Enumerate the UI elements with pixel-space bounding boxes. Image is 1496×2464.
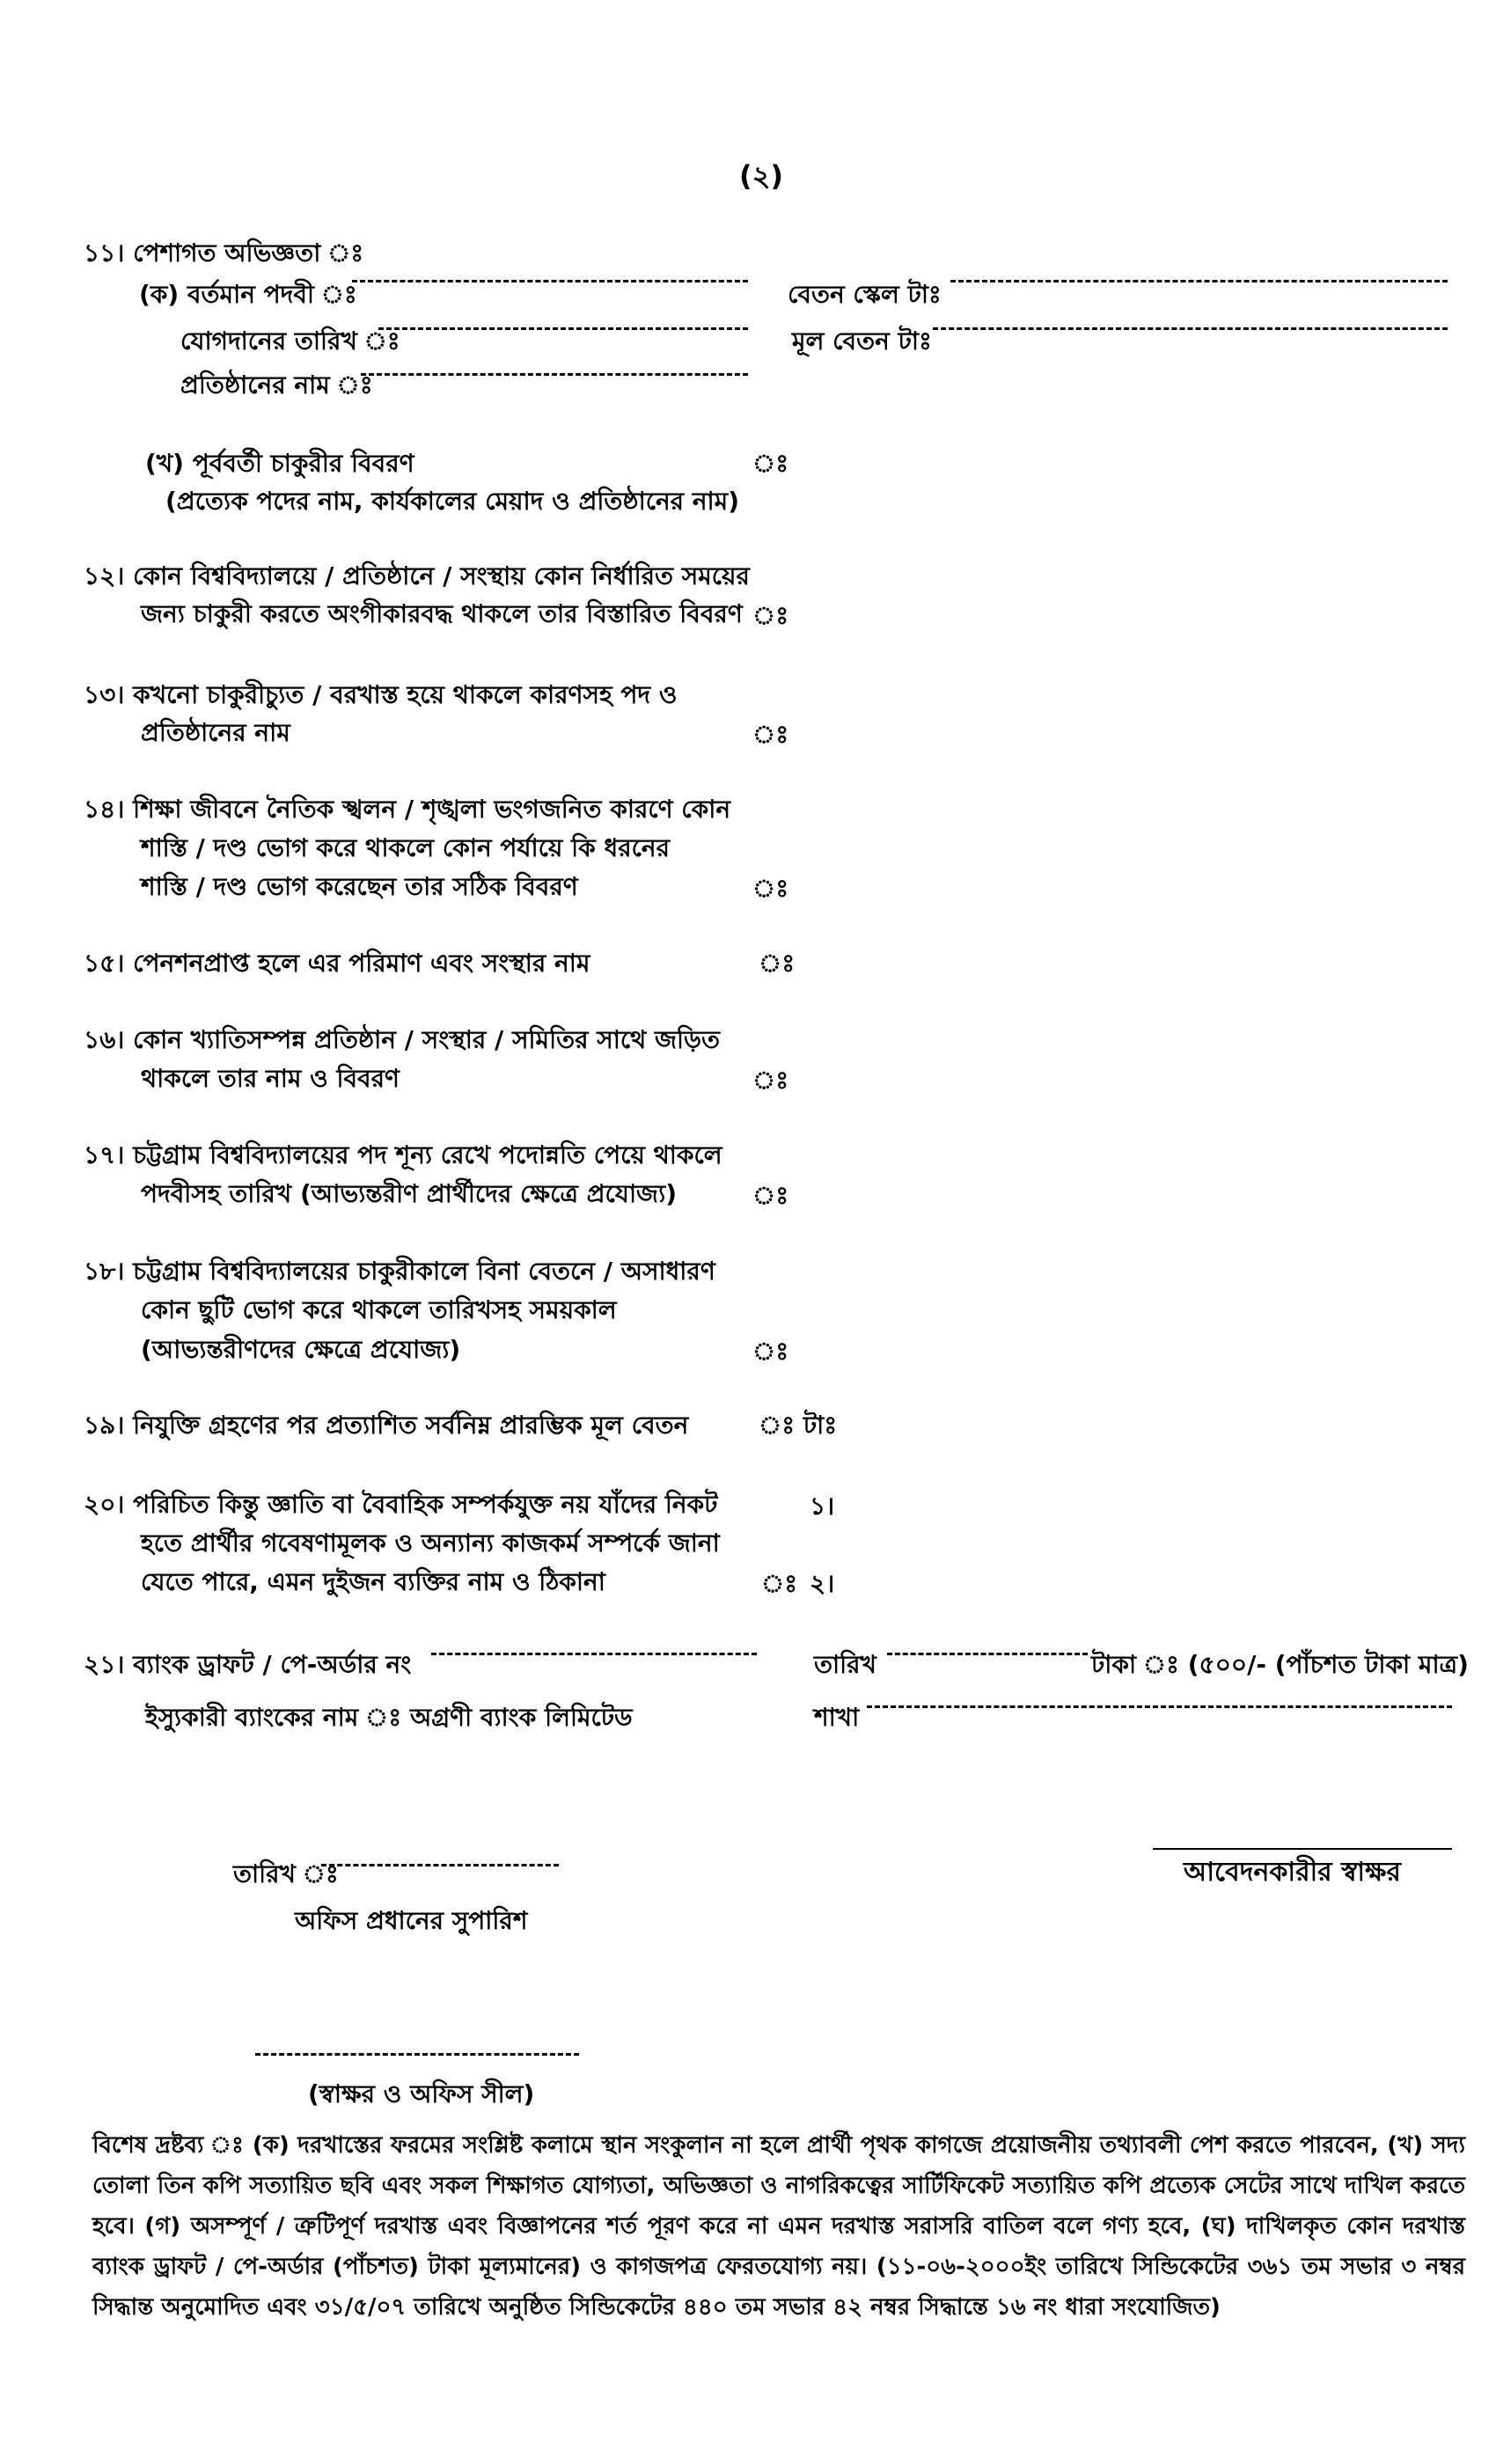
s12-line-2: জন্য চাকুরী করতে অংগীকারবদ্ধ থাকলে তার বিস্তারিত বিবরণ [141,599,743,628]
s18-line-2: কোন ছুটি ভোগ করে থাকলে তারিখসহ সময়কাল [141,1295,617,1324]
prev-jobs-colon: ঃ [752,449,789,478]
current-post-label: (ক) বর্তমান পদবী ঃ [139,280,357,309]
s14-line-3: শাস্তি / দণ্ড ভোগ করেছেন তার সঠিক বিবরণ [141,872,578,901]
draft-date-field[interactable] [887,1653,1088,1655]
s14-line-2: শাস্তি / দণ্ড ভোগ করে থাকলে কোন পর্যায়ে কি ধরনের [141,833,670,862]
signature-date-field[interactable] [321,1864,559,1866]
s11-heading: ১১। পেশাগত অভিজ্ঞতা ঃ [84,238,364,268]
draft-label: ২১। ব্যাংক ড্রাফট / পে-অর্ডার নং [84,1650,412,1679]
s17-line-2: পদবীসহ তারিখ (আভ্যন্তরীণ প্রার্থীদের ক্ষেত্রে প্রযোজ্য) [141,1179,678,1208]
s19-text: ১৯। নিযুক্তি গ্রহণের পর প্রত্যাশিত সর্বনিম্ন প্রারম্ভিক মূল বেতন [84,1411,689,1440]
s16-colon: ঃ [752,1066,789,1095]
draft-amount: টাকা ঃ (৫০০/- (পাঁচশত টাকা মাত্র) [1091,1650,1469,1679]
s12-line-1: ১২। কোন বিশ্ববিদ্যালয়ে / প্রতিষ্ঠানে / সংস্থায় কোন নির্ধারিত সময়ের [84,561,750,590]
special-note: বিশেষ দ্রষ্টব্য ঃ (ক) দরখাস্তের ফরমের সংশ্লিষ্ট কলামে স্থান সংকুলান না হলে প্রার্থী পৃথক কাগজে প্রয়োজনীয় তথ্যাবলী পেশ করতে পারবেন, (খ) সদ্য তোলা তিন কপি সত্যায়িত ছবি এবং সকল শিক্ষাগত যোগ্যতা, অভিজ্ঞতা ও নাগরিকত্বের সার্টিফিকেট সত্যায়িত কপি প্রত্যেক সেটের সাথে দাখিল করতে হবে। (গ) অসম্পূর্ণ / ত্রুটিপূর্ণ দরখাস্ত এবং বিজ্ঞাপনের শর্ত পূরণ করে না এমন দরখাস্ত সরাসরি বাতিল বলে গণ্য হবে, (ঘ) দাখিলকৃত কোন দরখাস্ত ব্যাংক ড্রাফট / পে-অর্ডার (পাঁচশত) টাকা মূল্যমানের) ও কাগজপত্র ফেরতযোগ্য নয়। (১১-০৬-২০০০ইং তারিখে সিন্ডিকেটের ৩৬১ তম সভার ৩ নম্বর সিদ্ধান্ত অনুমোদিত এবং ৩১/৫/০৭ তারিখে অনুষ্ঠিত সিন্ডিকেটের ৪৪০ তম সভার ৪২ নম্বর সিদ্ধান্তে ১৬ নং ধারা সংযোজিত) [92,2132,1465,2321]
s14-colon: ঃ [752,874,789,903]
signature-seal-label: (স্বাক্ষর ও অফিস সীল) [308,2079,535,2108]
pay-scale-label: বেতন স্কেল টাঃ [788,280,942,309]
s13-line-2: প্রতিষ্ঠানের নাম [141,718,290,747]
reference-2[interactable]: ২। [810,1569,835,1598]
issuing-bank: ইস্যুকারী ব্যাংকের নাম ঃ অগ্রণী ব্যাংক লিমিটেড [145,1703,633,1732]
applicant-signature-line [1153,1848,1452,1850]
prev-jobs-label: (খ) পূর্ববর্তী চাকুরীর বিবরণ [145,449,414,478]
branch-label: শাখা [814,1703,860,1732]
page-number: (২) [739,159,784,193]
s13-colon: ঃ [752,720,789,749]
institution-name-field[interactable] [361,373,748,376]
s20-line-2: হতে প্রার্থীর গবেষণামূলক ও অন্যান্য কাজকর্ম সম্পর্কে জানা [141,1529,720,1558]
s20-colon: ঃ [761,1569,798,1598]
s18-line-1: ১৮। চট্টগ্রাম বিশ্ববিদ্যালয়ের চাকুরীকালে বিনা বেতনে / অসাধারণ [84,1257,715,1286]
draft-date-label: তারিখ [814,1650,876,1679]
prev-jobs-note: (প্রত্যেক পদের নাম, কার্যকালের মেয়াদ ও প্রতিষ্ঠানের নাম) [165,487,740,516]
reference-1[interactable]: ১। [810,1492,835,1521]
s14-line-1: ১৪। শিক্ষা জীবনে নৈতিক স্খলন / শৃঙ্খলা ভংগজনিত কারণে কোন [84,795,731,824]
applicant-signature: আবেদনকারীর স্বাক্ষর [1184,1857,1401,1888]
basic-pay-field[interactable] [933,327,1448,330]
s15-line-1: ১৫। পেনশনপ্রাপ্ত হলে এর পরিমাণ এবং সংস্থার নাম [84,949,590,978]
signature-date-label: তারিখ ঃ [233,1859,339,1888]
s18-line-3: (আভ্যন্তরীণদের ক্ষেত্রে প্রযোজ্য) [141,1335,461,1364]
branch-field[interactable] [867,1705,1452,1708]
s15-colon: ঃ [759,949,796,978]
s16-line-2: থাকলে তার নাম ও বিবরণ [141,1064,400,1093]
s20-line-1: ২০। পরিচিত কিন্তু জ্ঞাতি বা বৈবাহিক সম্পর্কযুক্ত নয় যাঁদের নিকট [84,1490,718,1519]
s13-line-1: ১৩। কখনো চাকুরীচ্যুত / বরখাস্ত হয়ে থাকলে কারণসহ পদ ও [84,680,678,709]
s18-colon: ঃ [752,1337,789,1366]
s17-colon: ঃ [752,1181,789,1210]
office-signature-field[interactable] [255,2053,579,2056]
joining-date-label: যোগদানের তারিখ ঃ [180,326,400,356]
basic-pay-label: মূল বেতন টাঃ [792,326,932,356]
s17-line-1: ১৭। চট্টগ্রাম বিশ্ববিদ্যালয়ের পদ শূন্য রেখে পদোন্নতি পেয়ে থাকলে [84,1140,722,1170]
s16-line-1: ১৬। কোন খ্যাতিসম্পন্ন প্রতিষ্ঠান / সংস্থার / সমিতির সাথে জড়িত [84,1025,721,1054]
recommendation-heading: অফিস প্রধানের সুপারিশ [295,1906,528,1935]
draft-number-field[interactable] [431,1653,757,1655]
s12-colon: ঃ [752,601,789,630]
s20-line-3: যেতে পারে, এমন দুইজন ব্যক্তির নাম ও ঠিকানা [141,1567,605,1596]
current-post-field[interactable] [352,280,748,282]
s19-amount: ঃ টাঃ [759,1411,838,1440]
institution-name-label: প্রতিষ্ঠানের নাম ঃ [180,370,373,400]
pay-scale-field[interactable] [950,280,1448,282]
joining-date-field[interactable] [378,327,748,330]
